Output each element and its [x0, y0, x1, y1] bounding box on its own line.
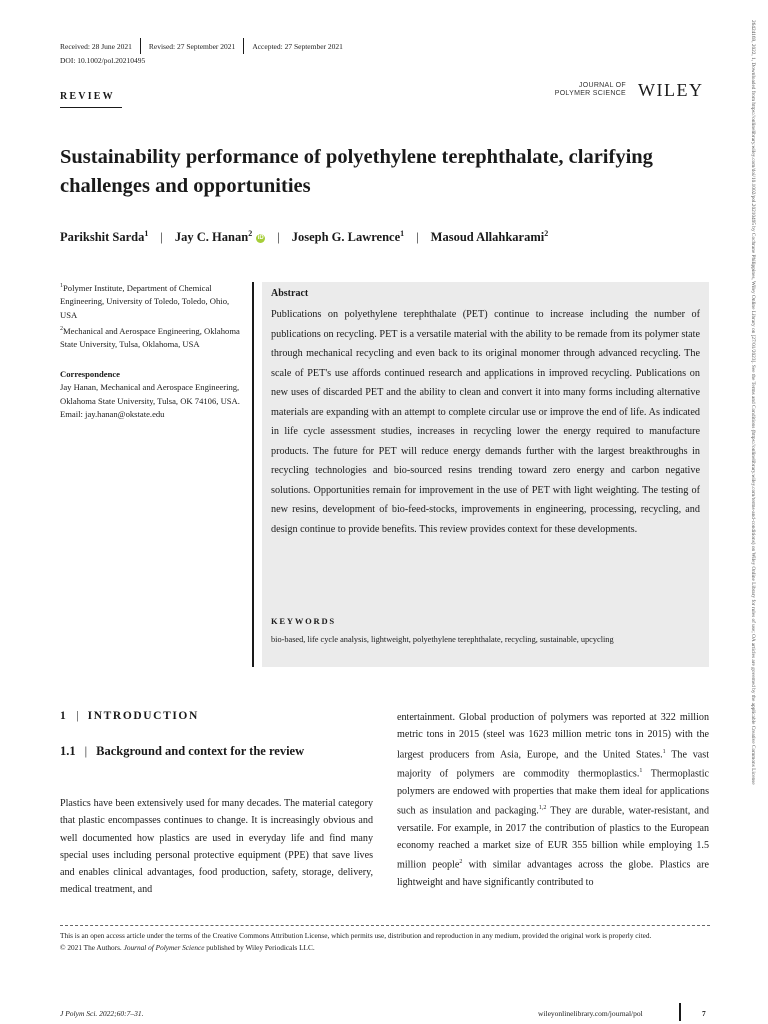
author-separator: | — [277, 229, 280, 244]
article-type-label: REVIEW — [60, 91, 115, 102]
body-paragraph-left: Plastics have been extensively used for many decades. The material category that plastic encompasses continues to change. It is increasingly obvious and well documented how plastics are used in everyday life and find many special uses including personal protective equipment (PPE) that save lives and enables clinical advantages, food production, safety, storage, delivery, medical treatment, and — [60, 798, 373, 896]
section-heading: 1 | INTRODUCTION — [60, 710, 199, 722]
revised-date: Revised: 27 September 2021 — [148, 41, 236, 51]
author-name[interactable]: Masoud Allahkarami$^2$ — [430, 229, 549, 245]
article-type-rule — [60, 107, 122, 108]
citation-ref[interactable]: 1,2 — [538, 805, 547, 812]
journal-logo-line2: POLYMER SCIENCE — [554, 90, 626, 97]
abstract-heading: Abstract — [271, 288, 309, 299]
keywords-heading: KEYWORDS — [271, 616, 336, 626]
affiliations-panel — [60, 280, 245, 422]
author-name[interactable]: Jay C. Hanan$^2$ iD — [174, 229, 264, 245]
subsection-number: 1.1 — [60, 744, 76, 758]
correspondence-heading: Correspondence — [60, 368, 120, 379]
author-separator: | — [160, 229, 163, 244]
section-title: INTRODUCTION — [87, 710, 199, 722]
author-name[interactable]: Parikshit Sarda$^1$ — [60, 229, 149, 245]
footnote-divider — [60, 925, 710, 926]
affiliation: $^2$Mechanical and Aerospace Engineering, Oklahoma State University, Tulsa, Oklahoma, USA — [60, 325, 240, 350]
license-footnote — [60, 930, 710, 954]
citation-ref[interactable]: 2 — [459, 859, 463, 866]
journal-logo-line1: JOURNAL OF — [578, 82, 626, 89]
accepted-date: Accepted: 27 September 2021 — [252, 41, 343, 51]
journal-logo — [548, 82, 626, 98]
download-notice-text: 26424169, 2022, 1, Downloaded from https://onlinelibrary.wiley.com/doi/10.1002/pol.20210495 by Cochrane Philippines, Wiley Online Library on [27/01/2023]. See the Terms and Conditions (https://onlinelibrary.wiley.com/terms-and-conditions) on Wiley Online Library for rules of use; OA articles are governed by the applicable Creative Commons License — [750, 20, 756, 785]
abstract-rule — [252, 282, 254, 667]
footer-citation: J Polym Sci. 2022;60:7–31. — [60, 1009, 144, 1018]
orcid-icon[interactable]: iD — [257, 234, 264, 241]
page-number: 7 — [702, 1009, 706, 1018]
copyright-text: © 2021 The Authors. Journal of Polymer Science published by Wiley Periodicals LLC. — [60, 943, 315, 952]
footer-url[interactable]: wileyonlinelibrary.com/journal/pol — [538, 1009, 643, 1018]
keywords-text: bio-based, life cycle analysis, lightweight, polyethylene terephthalate, recycling, sustainable, upcycling — [271, 635, 614, 644]
citation-ref[interactable]: 1 — [639, 768, 643, 775]
received-date: Received: 28 June 2021 — [60, 41, 132, 51]
body-paragraph-right: entertainment. Global production of polymers was reported at 322 million metric tons in 2015 (steel was 1623 million metric tons in 2015) with the largest producers from Asia, Europe, and the United States.$^1$ The vast majority of polymers are commodity thermoplastics.$^1$ Thermoplastic polymers are endowed with properties that make them ideal for applications such as insulation and packaging.$^{1,2}$ They are durable, water-resistant, and versatile. For example, in 2017 the contribution of plastics to the European economy reached a market size of EUR 355 billion while employing 1.5 million people$^2$ with similar advantages across the globe. Plastics are lightweight and have significantly contributed to — [397, 712, 709, 889]
download-notice-sidebar — [744, 20, 758, 1020]
license-text: This is an open access article under the terms of the Creative Commons Attribution License, which permits use, distribution and reproduction in any medium, provided the original work is properly cited. — [60, 931, 652, 940]
article-title: Sustainability performance of polyethylene terephthalate, clarifying challenges and opportunities — [60, 146, 653, 197]
author-name[interactable]: Joseph G. Lawrence$^1$ — [291, 229, 405, 245]
affiliation: $^1$Polymer Institute, Department of Chemical Engineering, University of Toledo, Toledo, Ohio, USA — [60, 282, 230, 321]
subsection-title: Background and context for the review — [96, 744, 305, 758]
citation-ref[interactable]: 1 — [662, 748, 666, 755]
author-list — [60, 229, 720, 245]
section-number: 1 — [60, 710, 68, 722]
publisher-logo: WILEY — [638, 80, 704, 100]
doi[interactable]: DOI: 10.1002/pol.20210495 — [60, 56, 146, 65]
subsection-heading: 1.1 | Background and context for the review — [60, 744, 305, 758]
footer-divider — [679, 1003, 681, 1021]
article-dates — [60, 38, 351, 54]
correspondence-address: Jay Hanan, Mechanical and Aerospace Engineering, Oklahoma State University, Tulsa, OK 74106, USA. — [60, 382, 240, 406]
abstract-text: Publications on polyethylene terephthalate (PET) continue to increase including the number of publications on recycling. PET is a versatile material with the ability to be remade from its polymer state through mechanical recycling and even back to its original monomer through advanced recycling. The scale of PET's use affords continued research and applications in improved recycling. Publications on new uses of discarded PET and the ability to clean and convert it into many forms including alternative materials are expanding with an attempt to complete circular use or improve the end of life. As indicated in life cycle assessment studies, increases in recycling lower the energy required to manufacture products. The future for PET will reduce energy demands further with the largest breakthroughs in recycling technologies and bio-sourced resins trending toward zero energy and carbon negative solutions. Opportunities remain for improvement in the use of PET with light weighting. The testing of new resins, development of bio-feed-stocks, improvements in engineering, processing, recycling, and design continue to provide benefits. This review provides context for these developments. — [271, 309, 700, 535]
author-separator: | — [416, 229, 419, 244]
correspondence-email[interactable]: Email: jay.hanan@okstate.edu — [60, 409, 165, 420]
